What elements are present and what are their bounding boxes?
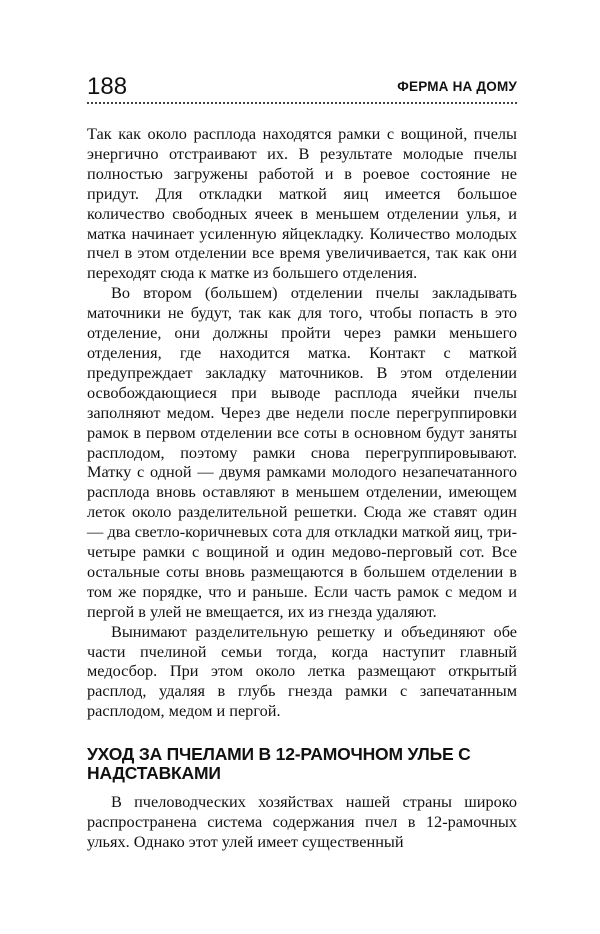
section-body bbox=[87, 792, 517, 852]
body-text bbox=[87, 124, 517, 721]
paragraph-3: Вынимают разделительную решетку и объединяют обе части пчелиной семьи тогда, когда наступит главный медосбор. При этом около летка размещают открытый расплод, удаляя в глубь гнезда рамки с запечатанным расплодом, медом и пергой. bbox=[87, 621, 517, 721]
paragraph-1: Так как около расплода находятся рамки с вощиной, пчелы энергично отстраивают их. В результате молодые пчелы полностью загружены работой и в роевое состояние не придут. Для откладки маткой яиц имеется большое количество свободных ячеек в меньшем отделении улья, и матка начинает усиленную яйцекладку. Количество молодых пчел в этом отделении все время увеличивается, так как они переходят сюда к матке из большего отделения. bbox=[87, 124, 517, 283]
header-divider bbox=[87, 102, 517, 104]
section-heading: УХОД ЗА ПЧЕЛАМИ В 12-РАМОЧНОМ УЛЬЕ С НАДСТАВКАМИ bbox=[87, 744, 471, 783]
paragraph-2: Во втором (большем) отделении пчелы закладывать маточники не будут, так как для того, чтобы попасть в это отделение, они должны пройти через рамки меньшего отделения, где находится матка. Контакт с маткой предупреждает закладку маточников. В этом отделении освобождающиеся при выводе расплода ячейки пчелы заполняют медом. Через две недели после перегруппировки рамок в первом отделении все соты в основном будут заняты расплодом, поэтому рамки снова перегруппировывают. Матку с одной — двумя рамками молодого незапечатанного расплода вновь оставляют в меньшем отделении, имеющем леток около разделительной решетки. Сюда же ставят один — два светло-коричневых сота для откладки маткой яиц, три-четыре рамки с вощиной и один медово-перговый сот. Все остальные соты вновь размещаются в большем отделении в том же порядке, что и раньше. Если часть рамок с медом и пергой в улей не вмещается, их из гнезда удаляют. bbox=[87, 283, 517, 621]
section-paragraph: В пчеловодческих хозяйствах нашей страны широко распространена система содержания пчел в 12-рамочных ульях. Однако этот улей имеет существенный bbox=[87, 792, 517, 851]
page-number: 188 bbox=[87, 73, 128, 100]
page-header bbox=[87, 74, 517, 106]
running-title: ФЕРМА НА ДОМУ bbox=[397, 79, 517, 94]
